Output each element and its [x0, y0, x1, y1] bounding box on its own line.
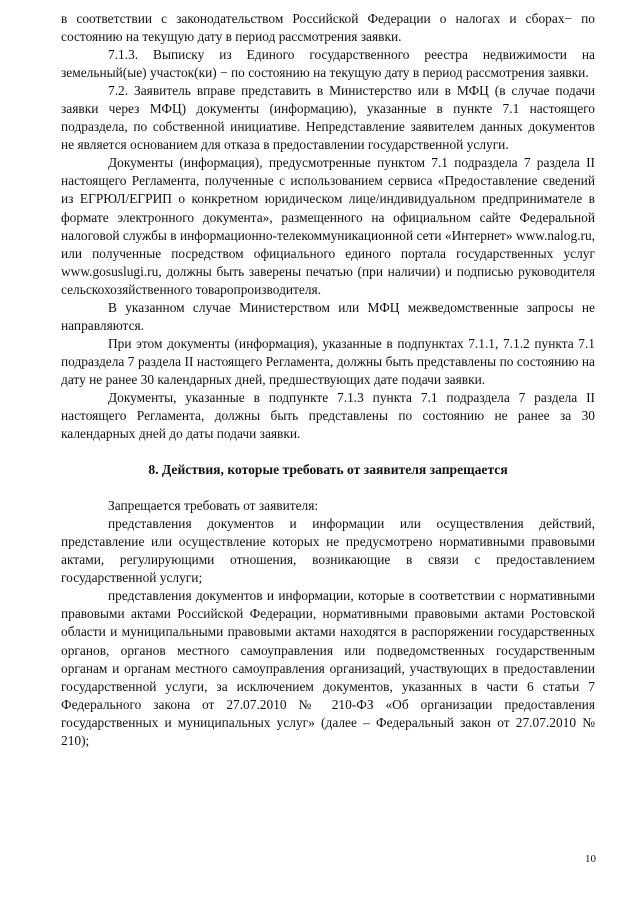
spacer	[61, 443, 595, 461]
paragraph: При этом документы (информация), указанные в подпунктах 7.1.1, 7.1.2 пункта 7.1 подраздела 7 раздела II настоящего Регламента, должны быть представлены по состоянию на дату не ранее 30 календарных дней, предшествующих дате подачи заявки.	[61, 335, 595, 387]
top-paragraphs	[61, 10, 595, 443]
paragraph: Запрещается требовать от заявителя:	[108, 498, 319, 514]
paragraph: в соответствии с законодательством Российской Федерации о налогах и сборах− по состоянию на текущую дату в период рассмотрения заявки.	[61, 11, 595, 45]
paragraph: 7.1.3. Выписку из Единого государственного реестра недвижимости на земельный(ые) участок(ки) − по состоянию на текущую дату в период рассмотрения заявки.	[61, 47, 595, 81]
paragraph: Документы, указанные в подпункте 7.1.3 пункта 7.1 подраздела 7 раздела II настоящего Регламента, должны быть представлены по состоянию не ранее за 30 календарных дней до даты подачи заявки.	[61, 389, 595, 442]
page-number: 10	[585, 853, 596, 865]
section-heading: 8. Действия, которые требовать от заявителя запрещается	[148, 462, 508, 478]
spacer	[61, 479, 595, 497]
paragraph: представления документов и информации или осуществления действий, представление или осуществление которых не предусмотрено нормативными правовыми актами, регулирующими отношения, возникающие в связи с предоставлением государственной услуги;	[61, 516, 595, 586]
document-body	[61, 10, 595, 750]
paragraph: 7.2. Заявитель вправе представить в Министерство или в МФЦ (в случае подачи заявки через МФЦ) документы (информацию), указанные в пункте 7.1 настоящего подраздела, по собственной инициативе. Непредставление заявителем данных документов не является основанием для отказа в предоставлении государственной услуги.	[61, 83, 595, 153]
bottom-paragraphs	[61, 497, 595, 750]
paragraph: В указанном случае Министерством или МФЦ межведомственные запросы не направляются.	[61, 299, 595, 333]
paragraph: Документы (информация), предусмотренные пунктом 7.1 подраздела 7 раздела II настоящего Регламента, полученные с использованием сервиса «Предоставление сведений из ЕГРЮЛ/ЕГРИП о конкретном юридическом лице/индивидуальном предпринимателе в формате электронного документа», размещенного на официальном сайте Федеральной налоговой службы в информационно-телекоммуникационной сети «Интернет» www.nalog.ru, или полученные посредством официального единого портала государственных услуг www.gosuslugi.ru, должны быть заверены печатью (при наличии) и подписью руководителя сельскохозяйственного товаропроизводителя.	[61, 155, 595, 297]
paragraph: представления документов и информации, которые в соответствии с нормативными правовыми актами Российской Федерации, нормативными правовыми актами Ростовской области и муниципальными правовыми актами находятся в распоряжении государственных органов, органов местного самоуправления или подведомственных государственным органам и органам местного самоуправления организаций, участвующих в предоставлении государственной услуги, за исключением документов, указанных в части 6 статьи 7 Федерального закона от 27.07.2010 № 210-ФЗ «Об организации предоставления государственных и муниципальных услуг» (далее – Федеральный закон от 27.07.2010 № 210);	[61, 588, 595, 748]
